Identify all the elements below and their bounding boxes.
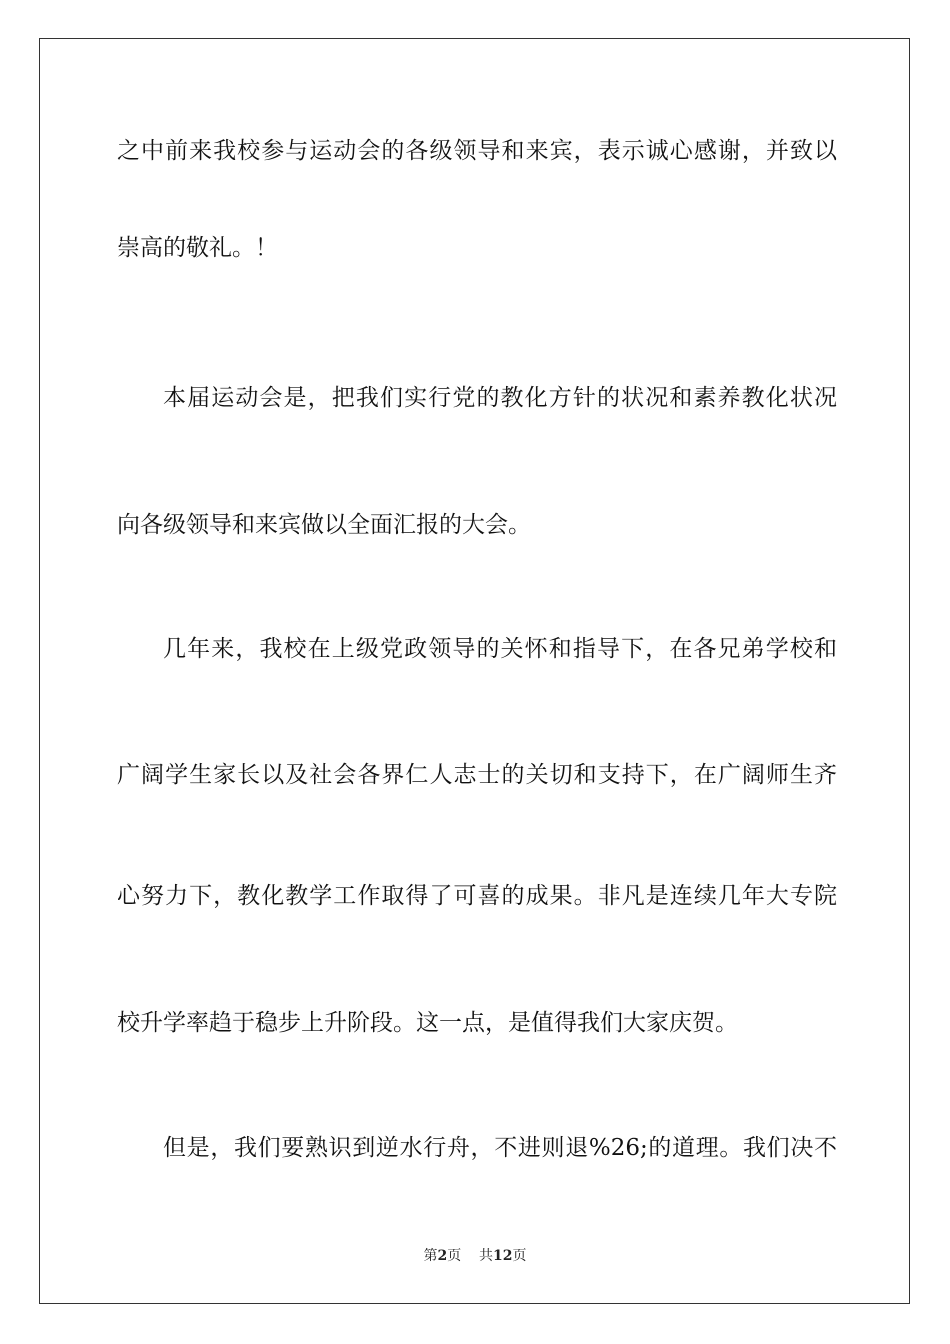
paragraph-line-1: 之中前来我校参与运动会的各级领导和来宾，表示诚心感谢，并致以	[117, 138, 837, 164]
paragraph-line-6: 广阔学生家长以及社会各界仁人志士的关切和支持下，在广阔师生齐	[117, 762, 837, 788]
page-number: 2	[437, 1248, 448, 1264]
total-suffix: 页	[512, 1248, 527, 1264]
paragraph-line-4: 向各级领导和来宾做以全面汇报的大会。	[117, 512, 531, 538]
paragraph-line-9: 但是，我们要熟识到逆水行舟，不进则退%26;的道理。我们决不	[163, 1135, 837, 1161]
paragraph-line-7: 心努力下，教化教学工作取得了可喜的成果。非凡是连续几年大专院	[117, 883, 837, 909]
page-footer	[0, 1246, 950, 1266]
paragraph-line-5: 几年来，我校在上级党政领导的关怀和指导下，在各兄弟学校和	[163, 636, 837, 662]
page-prefix: 第	[423, 1248, 438, 1264]
paragraph-line-2: 崇高的敬礼。！	[117, 235, 278, 261]
paragraph-line-3: 本届运动会是，把我们实行党的教化方针的状况和素养教化状况	[163, 385, 837, 411]
total-prefix: 共	[479, 1248, 494, 1264]
total-pages: 12	[493, 1248, 513, 1264]
paragraph-line-8: 校升学率趋于稳步上升阶段。这一点，是值得我们大家庆贺。	[117, 1010, 738, 1036]
page-suffix: 页	[447, 1248, 462, 1264]
page-frame	[39, 38, 910, 1304]
